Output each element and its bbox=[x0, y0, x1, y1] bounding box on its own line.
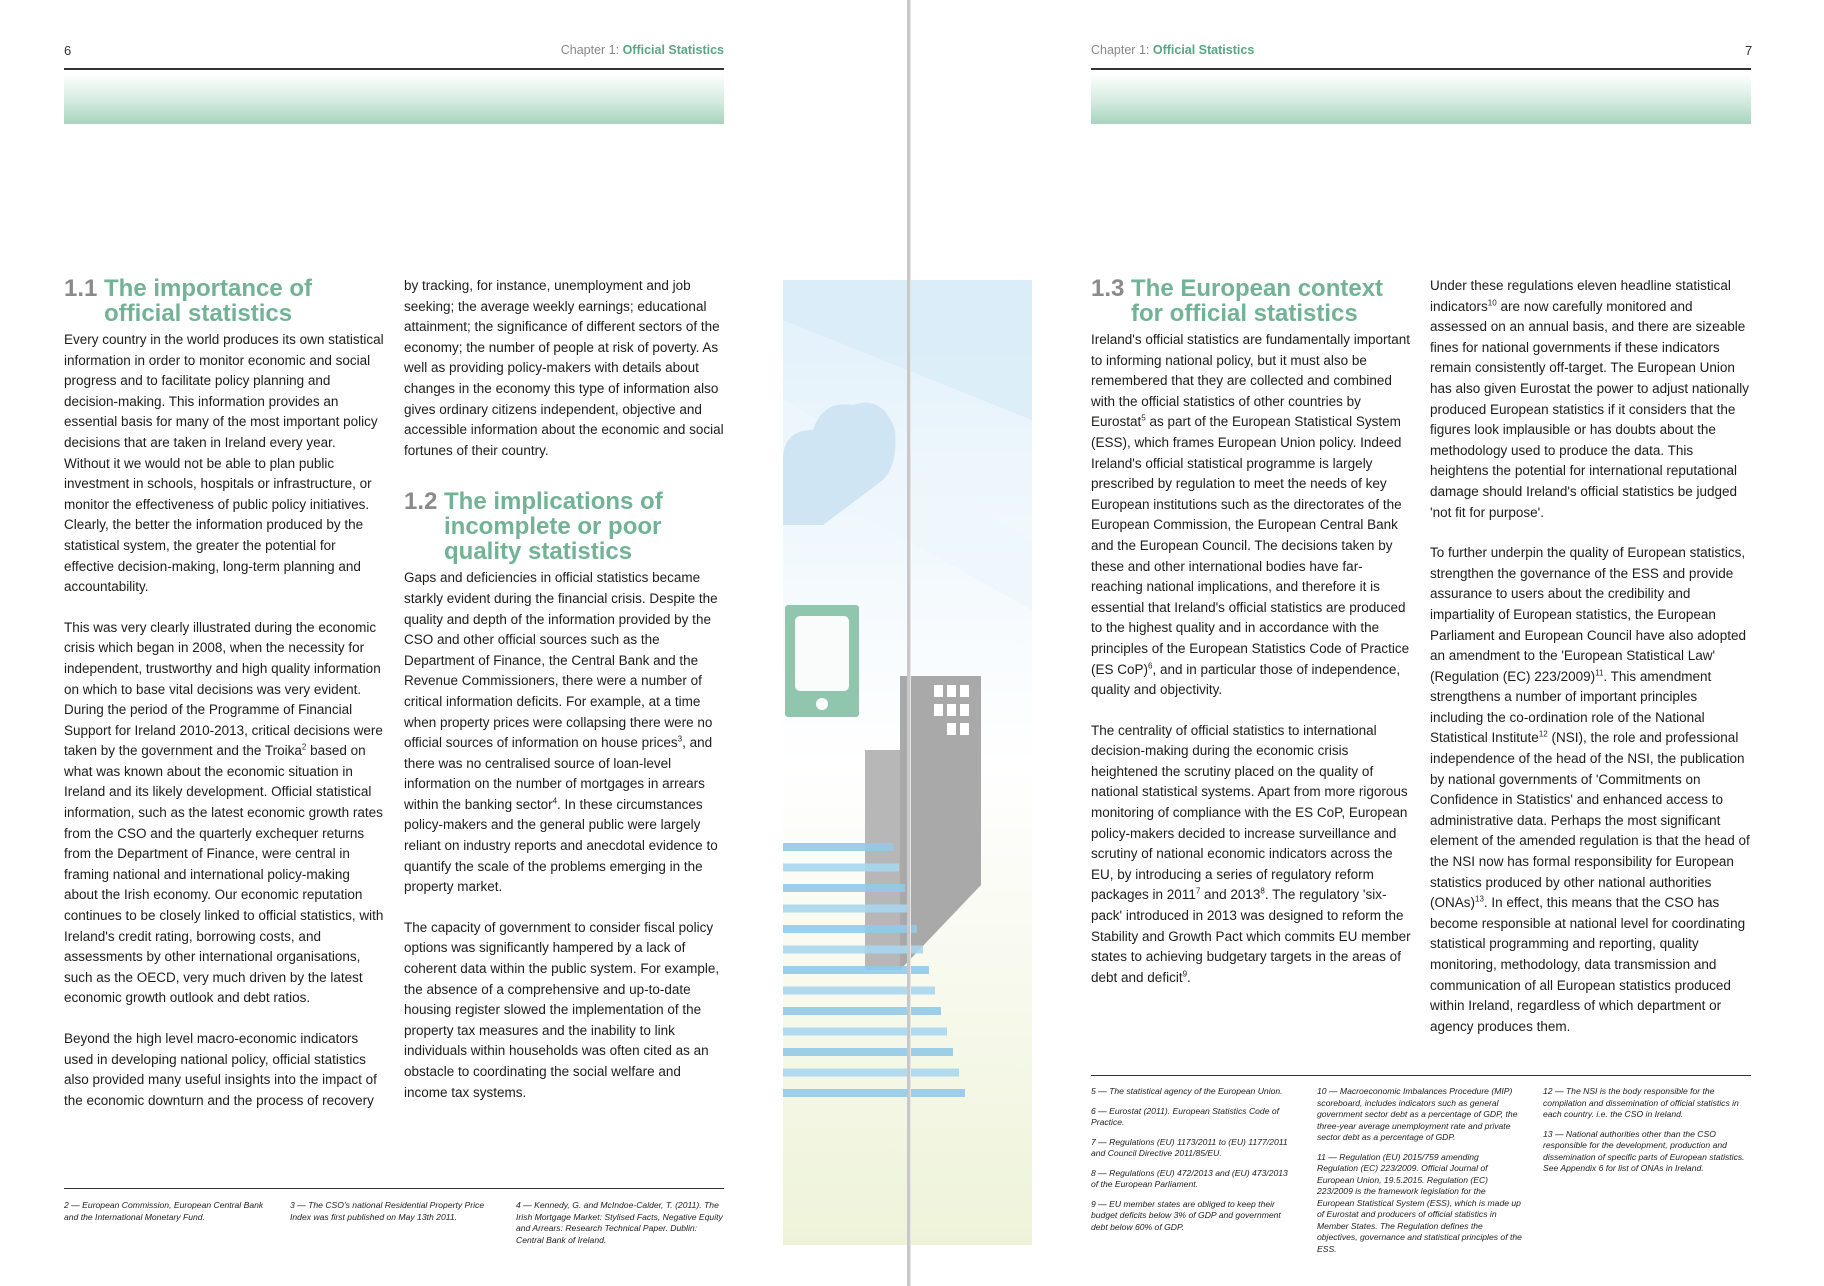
footnote-ref: 5 bbox=[1141, 413, 1146, 423]
footnote: 3 — The CSO's national Residential Property Price Index was first published on May 13th 2011. bbox=[290, 1200, 485, 1222]
left-running-head: Chapter 1: Official Statistics bbox=[560, 43, 724, 57]
footnote: 4 — Kennedy, G. and McIndoe-Calder, T. (2011). The Irish Mortgage Market: Stylised Facts, Negative Equity and Arrears: Research Technical Paper. Dublin: Central Bank of Ireland. bbox=[516, 1200, 723, 1245]
footnote: 12 — The NSI is the body responsible for the compilation and dissemination of official statistics in each country. i.e. the CSO in Ireland. bbox=[1543, 1086, 1739, 1119]
footnote-column-3 bbox=[1543, 1086, 1751, 1183]
paragraph: This was very clearly illustrated during the economic crisis which began in 2008, when the necessity for independent, trustworthy and high quality information on which to base vital decisions was very evident. During the period of the Programme of Financial Support for Ireland 2010-2013, critical decisions were taken by the government and the Troika$^2$ based on what was known about the economic situation in Ireland and its likely development. Official statistical information, such as the latest economic growth rates from the CSO and the quarterly exchequer returns from the Department of Finance, were central in framing national and international policy-making about the Irish economy. Our economic reputation continues to be closely linked to official statistics, with Ireland's credit rating, borrowing costs, and assessments by other international organisations, such as the OECD, very much driven by the latest economic growth outlook and debt ratios. bbox=[64, 619, 384, 1006]
section-1-2-heading bbox=[404, 489, 726, 564]
footnote-ref: 3 bbox=[677, 734, 683, 744]
spine-shadow bbox=[910, 0, 911, 1286]
paragraph: The capacity of government to consider fiscal policy options was significantly hampered by a lack of coherent data within the public system. For example, the absence of a comprehensive and up-to-date housing register slowed the implementation of the property tax measures and the inability to link individuals within households was often cited as an obstacle to coordinating the social welfare and income tax systems. bbox=[404, 919, 720, 1100]
footnote-column-1 bbox=[1091, 1086, 1296, 1241]
paragraph: Gaps and deficiencies in official statistics became starkly evident during the financial crisis. Despite the quality and depth of the information provided by the CSO and other official sources such as the Department of Finance, the Central Bank and the Revenue Commissioners, there were a number of critical information deficits. For example, at a time when property prices were collapsing there were no official sources of information on house prices$^3$, and there was no centralised source of loan-level information on the number of mortgages in arrears within the banking sector$^4$. In these circumstances policy-makers and the general public were largely reliant on industry reports and anecdotal evidence to quantify the scale of the problems emerging in the property market. bbox=[404, 570, 718, 895]
right-header-band bbox=[1091, 74, 1751, 124]
right-column-2 bbox=[1430, 276, 1752, 1037]
stripe bbox=[783, 884, 905, 892]
footnote-ref: 6 bbox=[1148, 661, 1153, 670]
footnote-ref: 2 bbox=[301, 742, 307, 752]
section-title: The importance of official statistics bbox=[104, 275, 313, 327]
footnote-ref: 13 bbox=[1475, 894, 1484, 904]
section-number: 1.3 bbox=[1091, 275, 1125, 302]
right-running-head: Chapter 1: Official Statistics bbox=[1091, 43, 1255, 57]
footnote: 10 — Macroeconomic Imbalances Procedure (MIP) scoreboard, includes indicators such as general government sector debt as a percentage of GDP, the three-year average unemployment rate and private sector debt as a percentage of GDP. bbox=[1317, 1086, 1518, 1142]
stripe bbox=[783, 1007, 941, 1015]
section-1-3-heading bbox=[1091, 276, 1411, 326]
section-1-1-heading bbox=[64, 276, 384, 326]
left-column-2 bbox=[404, 276, 726, 1103]
stripe bbox=[783, 946, 923, 954]
footnote-ref: 8 bbox=[1260, 886, 1265, 896]
footnote-ref: 11 bbox=[1595, 668, 1604, 678]
left-footnote-rule bbox=[64, 1188, 724, 1189]
stripe bbox=[783, 905, 911, 913]
paragraph: Every country in the world produces its own statistical information in order to monitor economic and social progress and to facilitate policy planning and decision-making. This information provides an essential basis for many of the most important policy decisions that are taken in Ireland every year. Without it we would not be able to plan public investment in schools, hospitals or infrastructure, or monitor the effectiveness of public policy initiatives. Clearly, the better the information produced by the statistical system, the greater the potential for effective decision-making, long-term planning and accountability. bbox=[64, 332, 384, 595]
stripe bbox=[783, 864, 899, 872]
footnote: 5 — The statistical agency of the European Union. bbox=[1091, 1086, 1283, 1096]
right-header-rule bbox=[1091, 68, 1751, 70]
footnote-ref: 12 bbox=[1538, 729, 1548, 739]
footnote: 6 — Eurostat (2011). European Statistics Code of Practice. bbox=[1091, 1105, 1280, 1127]
left-page-number: 6 bbox=[64, 43, 72, 58]
section-title: The implications of incomplete or poor quality statistics bbox=[444, 488, 663, 566]
stripe bbox=[783, 1069, 959, 1077]
footnote-column-2 bbox=[1317, 1086, 1522, 1263]
footnote: 7 — Regulations (EU) 1173/2011 to (EU) 1177/2011 and Council Directive 2011/85/EU. bbox=[1091, 1136, 1288, 1158]
paragraph: The centrality of official statistics to international decision-making during the economic crisis heightened the scrutiny placed on the quality of national statistical systems. Apart from more rigorous monitoring of compliance with the ES CoP, European policy-makers decided to increase surveillance and scrutiny of national economic indicators across the EU, by introducing a series of regulatory reform packages in 2011$^7$ and 2013$^8$. The regulatory 'six-pack' introduced in 2013 was designed to reform the Stability and Growth Pact which commits EU member states to achieving budgetary targets in the areas of debt and deficit$^9$. bbox=[1091, 722, 1411, 985]
footnote: 8 — Regulations (EU) 472/2013 and (EU) 473/2013 of the European Parliament. bbox=[1091, 1167, 1288, 1189]
section-number: 1.1 bbox=[64, 275, 98, 302]
stripe bbox=[783, 843, 893, 851]
paragraph: To further underpin the quality of European statistics, strengthen the governance of the ESS and provide assurance to users about the credibility and impartiality of European statistics, the European Parliament and European Council have also adopted an amendment to the 'European Statistical Law' (Regulation (EC) 223/2009)$^{11}$. This amendment strengthens a number of important principles including the co-ordination role of the National Statistical Institute$^{12}$ (NSI), the role and professional independence of the head of the NSI, the publication by national governments of 'Commitments on Confidence in Statistics' and enhanced access to administrative data. Perhaps the most significant element of the amended regulation is that the head of the NSI now has formal responsibility for European statistics produced by other national authorities (ONAs)$^{13}$. In effect, this means that the CSO has become responsible at national level for coordinating statistical programming and reporting, quality monitoring, methodology, data transmission and communication of all European statistics produced within Ireland, regardless of which department or agency produces them. bbox=[1430, 545, 1750, 1034]
phone-icon bbox=[785, 605, 859, 717]
right-column-1 bbox=[1091, 276, 1411, 988]
footnote: 9 — EU member states are obliged to keep their budget deficits below 3% of GDP and government debt below 60% of GDP. bbox=[1091, 1198, 1281, 1232]
left-header-band bbox=[64, 74, 724, 124]
paragraph: Ireland's official statistics are fundamentally important to informing national policy, but it must also be remembered that they are collected and combined with the official statistics of other countries by Eurostat$^5$ as part of the European Statistical System (ESS), which frames European Union policy. Indeed Ireland's official statistical programme is largely prescribed by regulation to meet the needs of key European institutions such as the directorates of the European Commission, the European Central Bank and the European Council. The decisions taken by these and other international bodies have far-reaching national implications, and therefore it is essential that Ireland's official statistics are produced to the highest quality and in accordance with the principles of the European Statistics Code of Practice (ES CoP)$^6$, and in particular those of independence, quality and objectivity. bbox=[1091, 332, 1410, 698]
paragraph: Beyond the high level macro-economic indicators used in developing national policy, official statistics also provided many useful insights into the impact of the economic downturn and the process of recovery bbox=[64, 1031, 377, 1108]
right-page-number: 7 bbox=[1745, 43, 1753, 58]
stripe bbox=[783, 1089, 965, 1097]
stripe bbox=[783, 925, 917, 933]
stripe bbox=[783, 1048, 953, 1056]
section-number: 1.2 bbox=[404, 488, 438, 516]
footnote: 13 — National authorities other than the CSO responsible for the development, production and dissemination of specific parts of European statistics. See Appendix 6 for list of ONAs in Ireland. bbox=[1543, 1128, 1745, 1173]
footnote-ref: 9 bbox=[1182, 969, 1188, 979]
left-header-rule bbox=[64, 68, 724, 70]
left-column-1 bbox=[64, 276, 384, 1111]
section-title: The European context for official statistics bbox=[1131, 275, 1384, 327]
footnote: 11 — Regulation (EU) 2015/759 amending Regulation (EC) 223/2009. Official Journal of European Union, 19.5.2015. Regulation (EC) 223/2009 is the framework legislation for the European Statistical System (ESS), which is made up of Eurostat and producers of official statistics in Member States. The Regulation defines the objectives, governance and statistical principles of the ESS. bbox=[1317, 1151, 1522, 1254]
right-footnote-rule bbox=[1091, 1075, 1751, 1076]
footnote-ref: 10 bbox=[1487, 298, 1497, 308]
footnote-ref: 4 bbox=[552, 796, 558, 806]
footnote-ref: 7 bbox=[1195, 886, 1201, 896]
paragraph: Under these regulations eleven headline statistical indicators$^{10}$ are now carefully monitored and assessed on an annual basis, and there are sizeable fines for national governments if these indicators remain consistently off-target. The European Union has also given Eurostat the power to adjust nationally produced European statistics if it considers that the figures look implausible or has doubts about the methodology used to produce the data. This heightens the potential for international reputational damage should Ireland's official statistics be judged 'not fit for purpose'. bbox=[1430, 278, 1749, 520]
stripe bbox=[783, 987, 935, 995]
footnote: 2 — European Commission, European Central Bank and the International Monetary Fund. bbox=[64, 1200, 264, 1222]
stripe bbox=[783, 1028, 947, 1036]
paragraph: by tracking, for instance, unemployment and job seeking; the average weekly earnings; educational attainment; the significance of different sectors of the economy; the number of people at risk of poverty. As well as providing policy-makers with details about changes in the economy this type of information also gives ordinary citizens independent, objective and accessible information about the economic and social fortunes of their country. bbox=[404, 278, 724, 458]
